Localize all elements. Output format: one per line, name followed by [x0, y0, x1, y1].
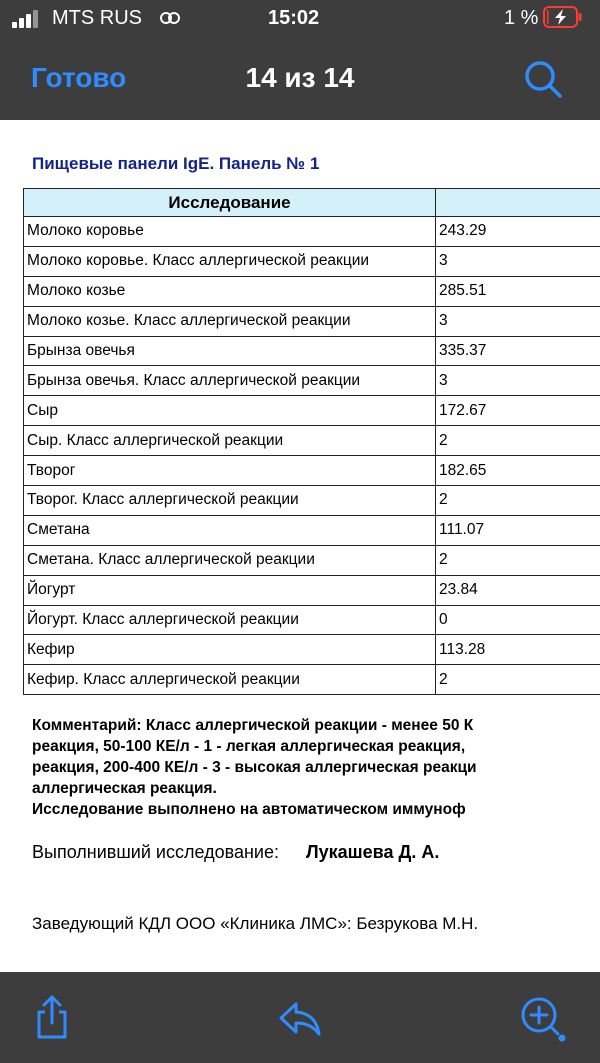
- table-row: [24, 306, 600, 336]
- result-value-cell: 3: [436, 366, 600, 396]
- study-name-cell: Молоко козье. Класс аллергической реакции: [24, 306, 436, 336]
- top-bar: [0, 0, 600, 120]
- table-row: [24, 515, 600, 545]
- study-name-cell: Сыр: [24, 396, 436, 426]
- table-row: [24, 336, 600, 366]
- study-name-cell: Творог: [24, 456, 436, 486]
- study-name-cell: Кефир: [24, 635, 436, 665]
- result-value-cell: 243.29: [436, 217, 600, 247]
- result-value-cell: 111.07: [436, 515, 600, 545]
- results-table: [23, 188, 600, 695]
- comment-line: Комментарий: Класс аллергической реакции - менее 50 К: [32, 717, 474, 734]
- performer-name: Лукашева Д. А.: [306, 842, 440, 862]
- reply-icon[interactable]: [276, 994, 324, 1042]
- markup-icon[interactable]: [518, 994, 566, 1042]
- share-icon[interactable]: [28, 994, 76, 1042]
- result-value-cell: 2: [436, 545, 600, 575]
- study-name-cell: Молоко козье: [24, 276, 436, 306]
- result-value-cell: 3: [436, 246, 600, 276]
- study-name-cell: Брынза овечья: [24, 336, 436, 366]
- table-row: [24, 217, 600, 247]
- carrier-name: MTS RUS: [52, 7, 142, 29]
- result-value-cell: 3: [436, 306, 600, 336]
- comment-line: Исследование выполнено на автоматическом иммуноф: [32, 801, 466, 818]
- table-row: [24, 545, 600, 575]
- battery-percent: 1 %: [504, 7, 539, 29]
- table-row: [24, 665, 600, 695]
- result-value-cell: 182.65: [436, 456, 600, 486]
- result-value-cell: 335.37: [436, 336, 600, 366]
- study-name-cell: Сметана: [24, 515, 436, 545]
- table-row: [24, 456, 600, 486]
- table-row: [24, 635, 600, 665]
- table-row: [24, 486, 600, 516]
- battery-charging-icon: [543, 6, 583, 28]
- document-page[interactable]: [0, 120, 600, 972]
- result-value-cell: 285.51: [436, 276, 600, 306]
- search-icon[interactable]: [520, 56, 568, 104]
- result-value-cell: 2: [436, 665, 600, 695]
- document-title: Пищевые панели IgE. Панель № 1: [32, 154, 320, 173]
- result-value-cell: 2: [436, 426, 600, 456]
- bottom-toolbar: [0, 972, 600, 1063]
- study-name-cell: Молоко коровье: [24, 217, 436, 247]
- study-name-cell: Брынза овечья. Класс аллергической реакции: [24, 366, 436, 396]
- result-value-cell: 0: [436, 605, 600, 635]
- header-study: Исследование: [24, 189, 436, 217]
- result-value-cell: 23.84: [436, 575, 600, 605]
- head-of-lab-line: Заведующий КДЛ ООО «Клиника ЛМС»: Безрукова М.Н.: [32, 914, 479, 933]
- status-time: 15:02: [268, 7, 320, 29]
- performer-line: [32, 842, 439, 863]
- table-row: [24, 276, 600, 306]
- signal-strength-icon: [12, 10, 44, 28]
- table-row: [24, 575, 600, 605]
- table-row: [24, 605, 600, 635]
- table-row: [24, 426, 600, 456]
- study-name-cell: Молоко коровье. Класс аллергической реакции: [24, 246, 436, 276]
- wifi-calling-icon: [158, 8, 182, 28]
- result-value-cell: 113.28: [436, 635, 600, 665]
- study-name-cell: Йогурт. Класс аллергической реакции: [24, 605, 436, 635]
- comment-line: аллергическая реакция.: [32, 780, 217, 797]
- comment-block: [32, 715, 600, 820]
- table-body: [24, 217, 600, 695]
- table-header-row: [24, 189, 600, 217]
- status-bar: [0, 0, 600, 36]
- header-result: [436, 189, 600, 217]
- study-name-cell: Сметана. Класс аллергической реакции: [24, 545, 436, 575]
- page-counter: 14 из 14: [245, 62, 355, 93]
- study-name-cell: Йогурт: [24, 575, 436, 605]
- navigation-bar: [0, 52, 600, 108]
- comment-line: реакция, 200-400 КЕ/л - 3 - высокая аллергическая реакци: [32, 759, 477, 776]
- table-row: [24, 366, 600, 396]
- performer-label: Выполнивший исследование:: [32, 842, 279, 862]
- study-name-cell: Сыр. Класс аллергической реакции: [24, 426, 436, 456]
- table-row: [24, 246, 600, 276]
- study-name-cell: Творог. Класс аллергической реакции: [24, 486, 436, 516]
- result-value-cell: 2: [436, 486, 600, 516]
- study-name-cell: Кефир. Класс аллергической реакции: [24, 665, 436, 695]
- result-value-cell: 172.67: [436, 396, 600, 426]
- done-button[interactable]: Готово: [31, 62, 127, 93]
- table-row: [24, 396, 600, 426]
- comment-line: реакция, 50-100 КЕ/л - 1 - легкая аллергическая реакция,: [32, 738, 466, 755]
